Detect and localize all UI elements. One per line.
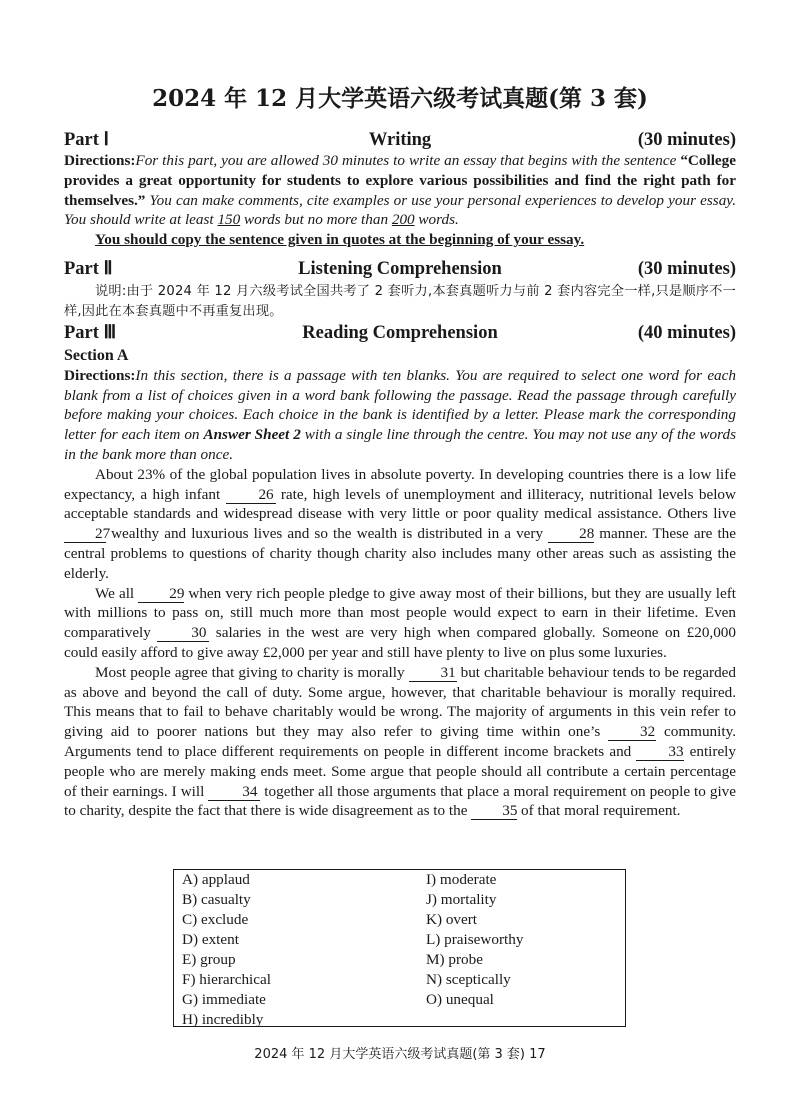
passage-paragraph-3: Most people agree that giving to charity is morally 31 but charitable behaviour tends to be regarded as above and beyond the call of duty. Some argue, however, that charitable behaviour is morally required. This means that to fail to behave charitably would be wrong. The majority of arguments in this vein refer to giving aid to poorer nations but they may also refer to giving time within one’s 32 community. Arguments tend to place different requirements on people in different income brackets and 33 entirely people who are merely making ends meet. Some argue that people should all contribute a certain percentage of their earnings. I will 34 together all those arguments that place a moral requirement on people to give to charity, despite the fact that there is wide disagreement as to the 35 of that moral requirement. xyxy=(64,663,736,820)
listening-note-text: 说明:由于 2024 年 12 月六级考试全国共考了 2 套听力,本套真题听力与前 2 套内容完全一样,只是顺序不一样,因此在本套真题中不再重复出现。 xyxy=(64,284,736,319)
word-bank-item: C) exclude xyxy=(182,911,249,928)
directions-text: For this part, you are allowed 30 minutes to write an essay that begins with the sentence xyxy=(135,152,681,169)
page-title: 2024 年 12 月大学英语六级考试真题(第 3 套) xyxy=(152,85,648,112)
word-bank-item: B) casualty xyxy=(182,891,251,908)
directions-text: words. xyxy=(414,211,459,229)
word-bank-item: I) moderate xyxy=(426,871,497,888)
min-words: 150 xyxy=(217,211,241,229)
word-bank-item: H) incredibly xyxy=(182,1011,264,1028)
directions-text: In this section, there is a passage with ten blanks. You are required to select one word for each blank from a list of choices given in a word bank following the passage. Read the passage through carefully before making your choices. Each choice in the bank is identified by a letter. Please mark the corresponding letter for each item on xyxy=(64,366,736,444)
word-bank-right-column xyxy=(426,870,523,1010)
blank-31[interactable]: 31 xyxy=(409,665,457,682)
listening-note xyxy=(64,282,736,322)
word-bank xyxy=(173,869,626,1027)
blank-33[interactable]: 33 xyxy=(636,744,684,761)
word-bank-item: G) immediate xyxy=(182,991,266,1008)
part-1-directions xyxy=(64,151,736,250)
page-footer: 2024 年 12 月大学英语六级考试真题(第 3 套) 17 xyxy=(254,1047,546,1062)
word-bank-item: K) overt xyxy=(426,911,478,928)
word-bank-item: D) extent xyxy=(182,931,239,948)
word-bank-item: A) applaud xyxy=(182,871,250,888)
word-bank-item: J) mortality xyxy=(426,891,497,908)
part-3-label: Part Ⅲ xyxy=(64,323,117,343)
directions-text: You can make comments, cite examples or use your personal experiences to develop your essay. You should write at least xyxy=(64,191,736,229)
blank-35[interactable]: 35 xyxy=(471,803,517,820)
directions-text: with a single line through the centre. You may not use any of the words in the bank more than once. xyxy=(64,426,737,463)
word-bank-left-column xyxy=(182,870,271,1030)
part-1-time: (30 minutes) xyxy=(637,130,736,150)
blank-30[interactable]: 30 xyxy=(157,625,209,642)
part-3-time: (40 minutes) xyxy=(637,323,736,343)
blank-34[interactable]: 34 xyxy=(208,784,260,801)
part-2-name: Listening Comprehension xyxy=(298,259,502,279)
part-3-body xyxy=(64,346,736,821)
word-bank-item: M) probe xyxy=(426,951,483,968)
passage-paragraph-1: About 23% of the global population lives in absolute poverty. In developing countries there is a low life expectancy, a high infant 26 rate, high levels of unemployment and illiteracy, nutritional levels below acceptable standards and widespread disease with very little or poor quality medical assistance. Others live 27 wealthy and luxurious lives and so the wealth is distributed in a very 28 manner. These are the central problems to questions of charity though charity also includes many other areas such as assisting the elderly. xyxy=(64,465,736,582)
copy-sentence-note: You should copy the sentence given in quotes at the beginning of your essay. xyxy=(95,231,585,249)
word-bank-item: F) hierarchical xyxy=(182,971,271,988)
answer-sheet-ref: Answer Sheet 2 xyxy=(203,426,301,444)
part-3-name: Reading Comprehension xyxy=(302,323,498,343)
part-1-name: Writing xyxy=(368,130,432,150)
part-2-label: Part Ⅱ xyxy=(64,259,113,279)
directions-label: Directions: xyxy=(64,152,136,169)
directions-text: words but no more than xyxy=(240,211,392,229)
part-3-header xyxy=(64,321,736,345)
word-bank-item: O) unequal xyxy=(426,991,494,1008)
blank-27[interactable]: 27 xyxy=(64,526,106,543)
section-heading: Section A xyxy=(64,347,129,364)
part-1-header xyxy=(64,128,736,152)
blank-26[interactable]: 26 xyxy=(226,487,276,504)
essay-prompt-quote: “College provides a great opportunity for students to explore various possibilities and find the right path for themselves.” xyxy=(64,152,736,209)
passage-paragraph-2: We all 29 when very rich people pledge to give away most of their billions, but they are usually left with millions to pass on, still much more than most people would expect to earn in their lifetime. Even comparatively 30 salaries in the west are very high when compared globally. Someone on £20,000 could easily afford to give away £2,000 per year and still have plenty to live on plus some luxuries. xyxy=(64,584,736,661)
word-bank-item: N) sceptically xyxy=(426,971,511,988)
word-bank-item: E) group xyxy=(182,951,236,968)
blank-29[interactable]: 29 xyxy=(138,586,184,603)
part-2-time: (30 minutes) xyxy=(637,259,736,279)
part-1-label: Part Ⅰ xyxy=(64,130,110,150)
part-2-header xyxy=(64,257,736,281)
blank-28[interactable]: 28 xyxy=(548,526,594,543)
directions-label: Directions: xyxy=(64,366,136,384)
blank-32[interactable]: 32 xyxy=(608,724,656,741)
word-bank-item: L) praiseworthy xyxy=(426,931,524,948)
max-words: 200 xyxy=(391,211,415,229)
